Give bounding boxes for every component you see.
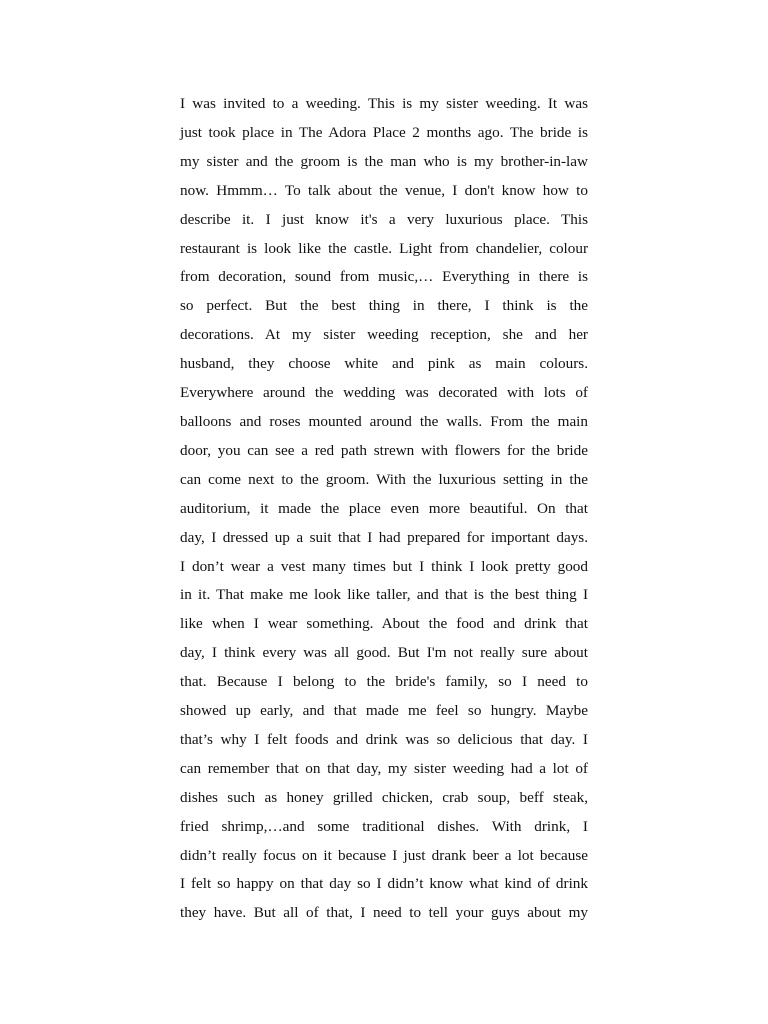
text-line: that. Because I belong to the bride's family, so I need to bbox=[180, 673, 588, 691]
text-line: showed up early, and that made me feel so hungry. Maybe bbox=[180, 702, 588, 720]
text-line: can come next to the groom. With the luxurious setting in the bbox=[180, 470, 588, 488]
text-line: so perfect. But the best thing in there, I think is the bbox=[180, 297, 588, 315]
text-line: restaurant is look like the castle. Light from chandelier, colour bbox=[180, 239, 588, 257]
text-line: that’s why I felt foods and drink was so delicious that day. I bbox=[180, 730, 588, 748]
text-line: dishes such as honey grilled chicken, crab soup, beff steak, bbox=[180, 788, 588, 806]
text-line: in it. That make me look like taller, and that is the best thing I bbox=[180, 586, 588, 604]
text-line: I was invited to a weeding. This is my sister weeding. It was bbox=[180, 95, 588, 112]
text-line: they have. But all of that, I need to tell your guys about my bbox=[180, 904, 588, 922]
text-line: day, I dressed up a suit that I had prepared for important days. bbox=[180, 528, 588, 546]
text-line: I don’t wear a vest many times but I think I look pretty good bbox=[180, 557, 588, 575]
text-line: decorations. At my sister weeding reception, she and her bbox=[180, 326, 588, 344]
text-line: now. Hmmm… To talk about the venue, I don't know how to bbox=[180, 181, 588, 199]
text-line: can remember that on that day, my sister weeding had a lot of bbox=[180, 759, 588, 777]
text-line: just took place in The Adora Place 2 months ago. The bride is bbox=[180, 123, 588, 141]
text-line: from decoration, sound from music,… Everything in there is bbox=[180, 268, 588, 286]
text-line: door, you can see a red path strewn with flowers for the bride bbox=[180, 441, 588, 459]
text-line: like when I wear something. About the food and drink that bbox=[180, 615, 588, 633]
text-line: fried shrimp,…and some traditional dishes. With drink, I bbox=[180, 817, 588, 835]
text-line: balloons and roses mounted around the walls. From the main bbox=[180, 412, 588, 430]
text-line: my sister and the groom is the man who is my brother-in-law bbox=[180, 152, 588, 170]
text-line: describe it. I just know it's a very luxurious place. This bbox=[180, 210, 588, 228]
text-line: day, I think every was all good. But I'm not really sure about bbox=[180, 644, 588, 662]
text-line: Everywhere around the wedding was decorated with lots of bbox=[180, 384, 588, 402]
text-line: auditorium, it made the place even more beautiful. On that bbox=[180, 499, 588, 517]
text-line: didn’t really focus on it because I just drank beer a lot because bbox=[180, 846, 588, 864]
text-line: husband, they choose white and pink as main colours. bbox=[180, 355, 588, 373]
text-line: I felt so happy on that day so I didn’t know what kind of drink bbox=[180, 875, 588, 893]
body-text bbox=[180, 90, 588, 928]
